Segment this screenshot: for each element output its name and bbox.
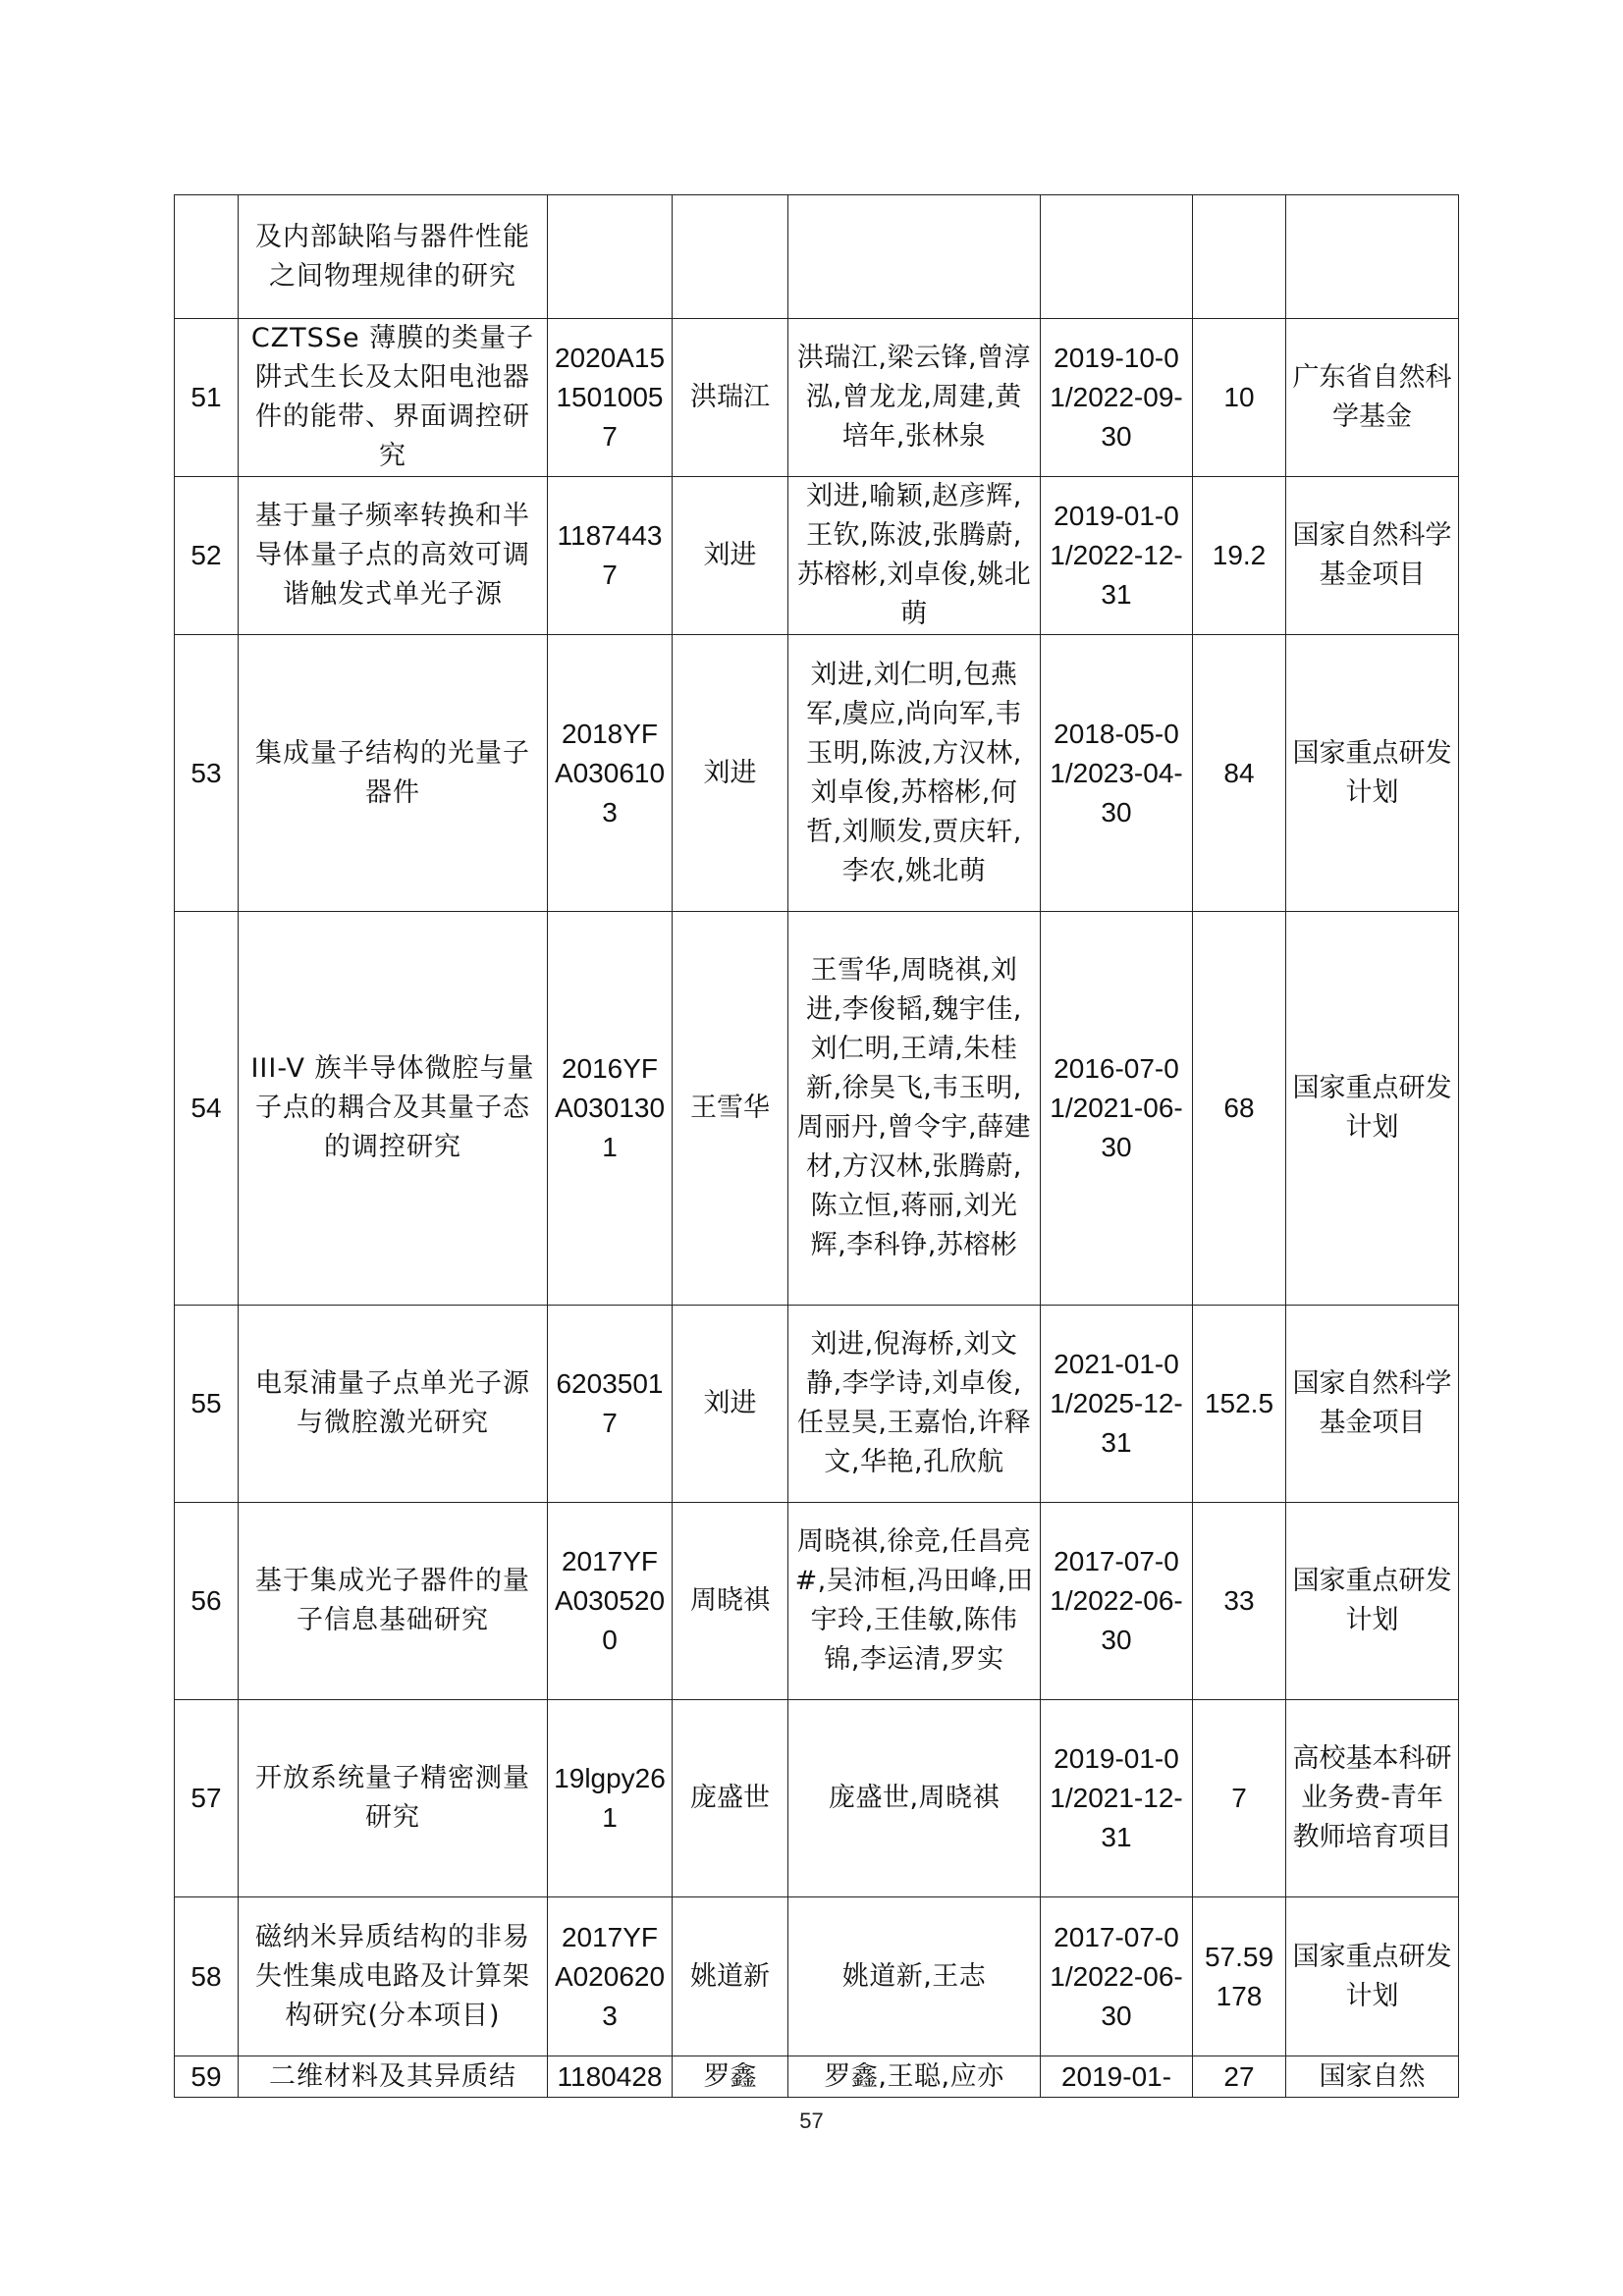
project-period [1041,195,1193,319]
project-period: 2017-07-01/2022-06-30 [1041,1897,1193,2056]
project-title: 开放系统量子精密测量研究 [239,1700,548,1897]
project-code: 1180428 [548,2056,673,2098]
project-code: 2017YFA0305200 [548,1503,673,1700]
page-number: 57 [799,2109,824,2133]
project-leader: 刘进 [673,477,788,635]
row-number: 59 [175,2056,239,2098]
project-title: III-V 族半导体微腔与量子点的耦合及其量子态的调控研究 [239,912,548,1306]
project-title: CZTSSe 薄膜的类量子阱式生长及太阳电池器件的能带、界面调控研究 [239,319,548,477]
project-source: 广东省自然科学基金 [1286,319,1459,477]
project-title: 基于量子频率转换和半导体量子点的高效可调谐触发式单光子源 [239,477,548,635]
project-title: 集成量子结构的光量子器件 [239,635,548,912]
project-source [1286,195,1459,319]
row-number: 56 [175,1503,239,1700]
table-row [175,2056,1459,2098]
project-table [174,194,1459,2098]
project-title: 基于集成光子器件的量子信息基础研究 [239,1503,548,1700]
row-number [175,195,239,319]
project-amount: 152.5 [1193,1306,1286,1503]
project-members: 周晓祺,徐竞,任昌亮#,吴沛桓,冯田峰,田宇玲,王佳敏,陈伟锦,李运清,罗实 [788,1503,1041,1700]
table-row [175,319,1459,477]
project-amount: 84 [1193,635,1286,912]
project-source: 国家自然科学基金项目 [1286,477,1459,635]
project-source: 高校基本科研业务费-青年教师培育项目 [1286,1700,1459,1897]
project-code: 19lgpy261 [548,1700,673,1897]
row-number: 53 [175,635,239,912]
project-amount: 10 [1193,319,1286,477]
project-leader: 姚道新 [673,1897,788,2056]
project-period: 2017-07-01/2022-06-30 [1041,1503,1193,1700]
project-leader: 罗鑫 [673,2056,788,2098]
project-code: 62035017 [548,1306,673,1503]
project-amount: 57.59178 [1193,1897,1286,2056]
project-source: 国家重点研发计划 [1286,635,1459,912]
project-period: 2021-01-01/2025-12-31 [1041,1306,1193,1503]
table-row [175,1306,1459,1503]
project-title: 电泵浦量子点单光子源与微腔激光研究 [239,1306,548,1503]
row-number: 52 [175,477,239,635]
project-leader: 庞盛世 [673,1700,788,1897]
project-source: 国家重点研发计划 [1286,1503,1459,1700]
project-source: 国家重点研发计划 [1286,1897,1459,2056]
table-row [175,1503,1459,1700]
row-number: 58 [175,1897,239,2056]
project-members: 庞盛世,周晓祺 [788,1700,1041,1897]
project-period: 2019-01-01/2021-12-31 [1041,1700,1193,1897]
project-members: 刘进,喻颖,赵彦辉,王钦,陈波,张腾蔚,苏榕彬,刘卓俊,姚北萌 [788,477,1041,635]
project-members: 刘进,倪海桥,刘文静,李学诗,刘卓俊,任昱昊,王嘉怡,许释文,华艳,孔欣航 [788,1306,1041,1503]
project-members: 刘进,刘仁明,包燕军,虞应,尚向军,韦玉明,陈波,方汉林,刘卓俊,苏榕彬,何哲,刘顺发,贾庆轩,李农,姚北萌 [788,635,1041,912]
table-row [175,912,1459,1306]
project-code: 2020A1515010057 [548,319,673,477]
project-amount [1193,195,1286,319]
project-leader: 王雪华 [673,912,788,1306]
project-amount: 27 [1193,2056,1286,2098]
project-leader: 周晓祺 [673,1503,788,1700]
row-number: 54 [175,912,239,1306]
project-code [548,195,673,319]
project-period: 2019-01- [1041,2056,1193,2098]
table-row [175,1700,1459,1897]
project-source: 国家自然科学基金项目 [1286,1306,1459,1503]
project-period: 2019-01-01/2022-12-31 [1041,477,1193,635]
project-leader: 洪瑞江 [673,319,788,477]
row-number: 57 [175,1700,239,1897]
project-members [788,195,1041,319]
project-amount: 7 [1193,1700,1286,1897]
project-members: 罗鑫,王聪,应亦 [788,2056,1041,2098]
project-title: 二维材料及其异质结 [239,2056,548,2098]
project-leader: 刘进 [673,1306,788,1503]
project-members: 姚道新,王志 [788,1897,1041,2056]
project-code: 11874437 [548,477,673,635]
project-code: 2017YFA0206203 [548,1897,673,2056]
table-row [175,635,1459,912]
project-period: 2018-05-01/2023-04-30 [1041,635,1193,912]
project-members: 王雪华,周晓祺,刘进,李俊韬,魏宇佳,刘仁明,王靖,朱桂新,徐昊飞,韦玉明,周丽丹,曾令宇,薛建材,方汉林,张腾蔚,陈立恒,蒋丽,刘光辉,李科铮,苏榕彬 [788,912,1041,1306]
row-number: 55 [175,1306,239,1503]
project-title: 及内部缺陷与器件性能之间物理规律的研究 [239,195,548,319]
project-source: 国家重点研发计划 [1286,912,1459,1306]
project-amount: 19.2 [1193,477,1286,635]
project-period: 2019-10-01/2022-09-30 [1041,319,1193,477]
project-source: 国家自然 [1286,2056,1459,2098]
project-code: 2018YFA0306103 [548,635,673,912]
project-amount: 68 [1193,912,1286,1306]
project-amount: 33 [1193,1503,1286,1700]
project-title: 磁纳米异质结构的非易失性集成电路及计算架构研究(分本项目) [239,1897,548,2056]
table-row [175,477,1459,635]
project-period: 2016-07-01/2021-06-30 [1041,912,1193,1306]
table-row [175,195,1459,319]
table-row [175,1897,1459,2056]
project-members: 洪瑞江,梁云锋,曾淳泓,曾龙龙,周建,黄培年,张林泉 [788,319,1041,477]
project-leader: 刘进 [673,635,788,912]
row-number: 51 [175,319,239,477]
project-leader [673,195,788,319]
project-code: 2016YFA0301301 [548,912,673,1306]
